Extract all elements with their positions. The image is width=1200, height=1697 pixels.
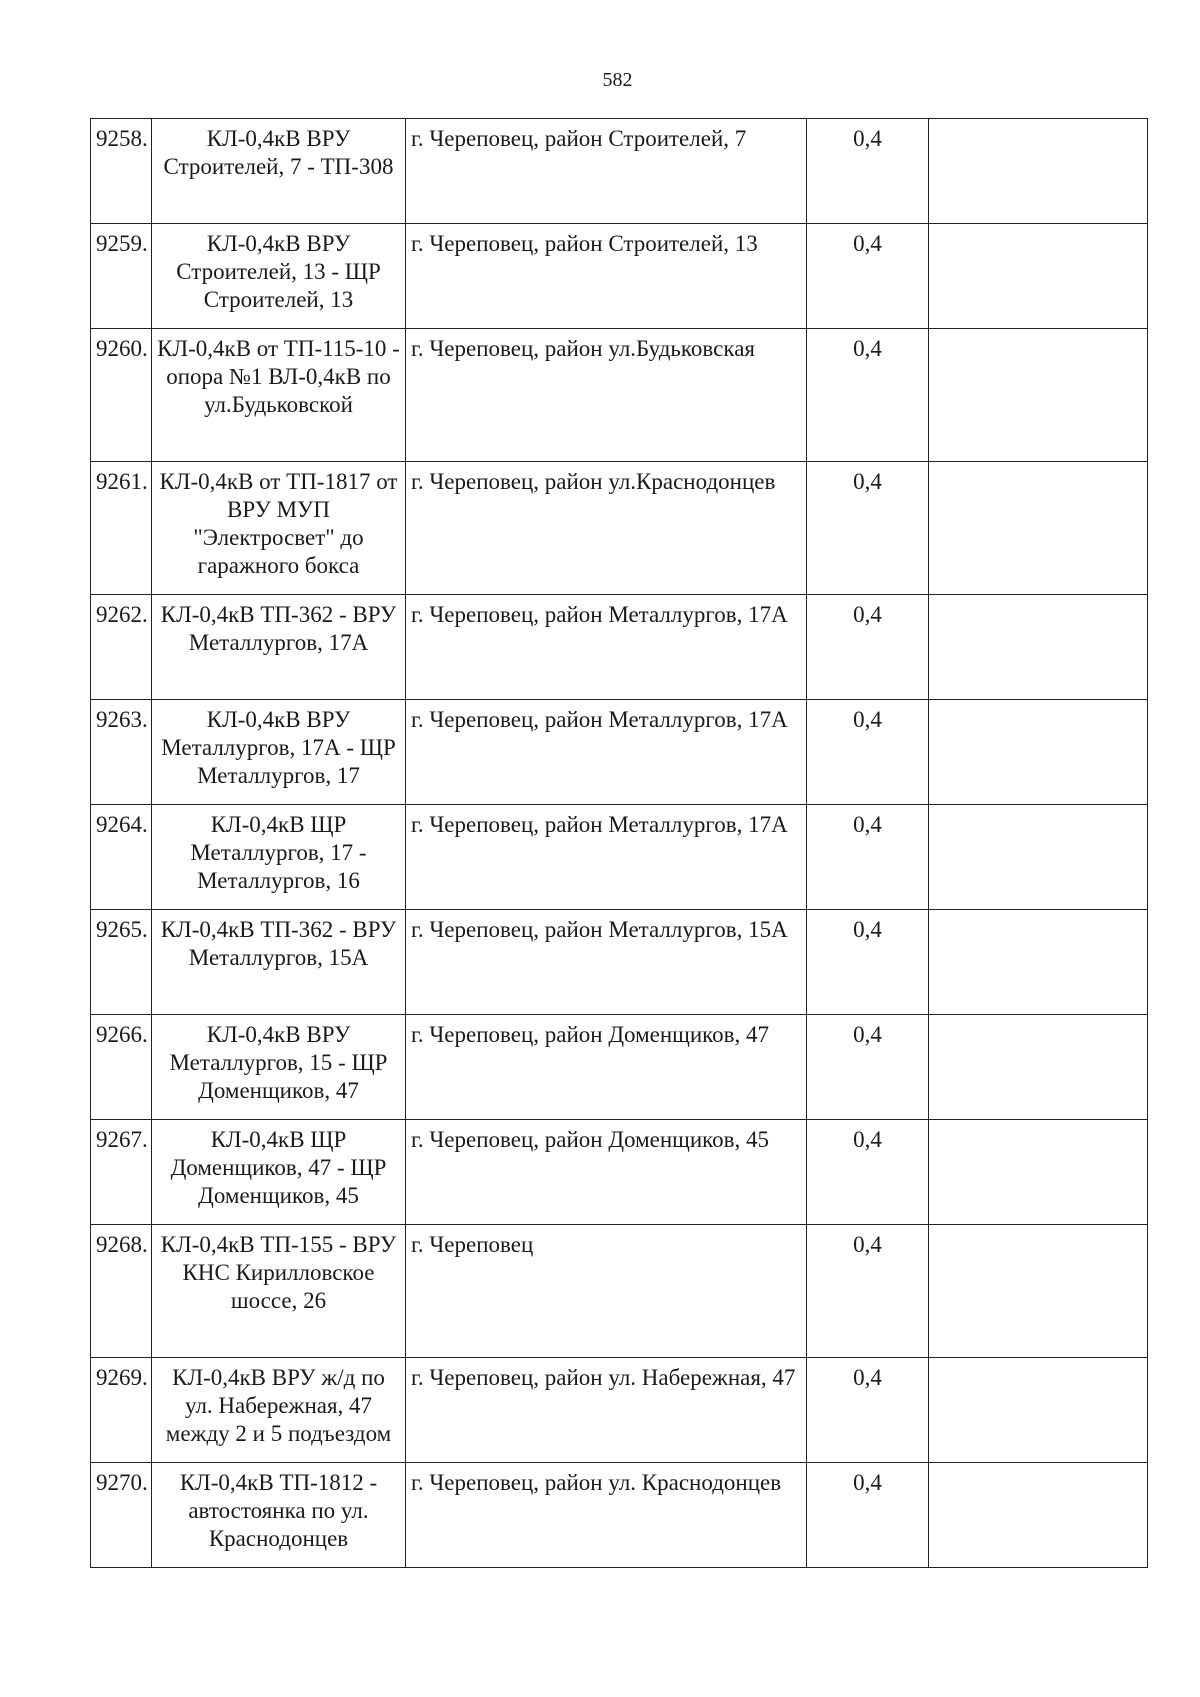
row-number: 9258.	[91, 119, 152, 224]
table-row	[91, 700, 1148, 805]
empty-cell	[929, 329, 1148, 462]
empty-cell	[929, 700, 1148, 805]
cable-registry-table	[90, 118, 1148, 1568]
page-number: 582	[602, 69, 633, 91]
empty-cell	[929, 595, 1148, 700]
empty-cell	[929, 1225, 1148, 1358]
location: г. Череповец, район Строителей, 13	[406, 224, 807, 329]
empty-cell	[929, 1358, 1148, 1463]
row-number: 9260.	[91, 329, 152, 462]
location: г. Череповец, район Строителей, 7	[406, 119, 807, 224]
row-number: 9265.	[91, 910, 152, 1015]
voltage: 0,4	[807, 1015, 929, 1120]
location: г. Череповец, район Металлургов, 15А	[406, 910, 807, 1015]
table-row	[91, 462, 1148, 595]
voltage: 0,4	[807, 329, 929, 462]
empty-cell	[929, 1120, 1148, 1225]
location: г. Череповец, район Металлургов, 17А	[406, 805, 807, 910]
cable-line-name: КЛ-0,4кВ ЩР Металлургов, 17 - Металлургов, 16	[152, 805, 406, 910]
row-number: 9261.	[91, 462, 152, 595]
row-number: 9267.	[91, 1120, 152, 1225]
row-number: 9264.	[91, 805, 152, 910]
table-row	[91, 119, 1148, 224]
table-row	[91, 805, 1148, 910]
voltage: 0,4	[807, 119, 929, 224]
location: г. Череповец, район ул. Краснодонцев	[406, 1463, 807, 1568]
voltage: 0,4	[807, 1120, 929, 1225]
row-number: 9269.	[91, 1358, 152, 1463]
voltage: 0,4	[807, 595, 929, 700]
row-number: 9262.	[91, 595, 152, 700]
table-row	[91, 1463, 1148, 1568]
location: г. Череповец	[406, 1225, 807, 1358]
cable-line-name: КЛ-0,4кВ ТП-362 - ВРУ Металлургов, 15А	[152, 910, 406, 1015]
voltage: 0,4	[807, 1358, 929, 1463]
empty-cell	[929, 224, 1148, 329]
table-row	[91, 1120, 1148, 1225]
table-body	[91, 119, 1148, 1568]
voltage: 0,4	[807, 1463, 929, 1568]
empty-cell	[929, 462, 1148, 595]
voltage: 0,4	[807, 224, 929, 329]
cable-line-name: КЛ-0,4кВ ВРУ Строителей, 13 - ЩР Строителей, 13	[152, 224, 406, 329]
cable-line-name: КЛ-0,4кВ ЩР Доменщиков, 47 - ЩР Доменщиков, 45	[152, 1120, 406, 1225]
empty-cell	[929, 805, 1148, 910]
row-number: 9266.	[91, 1015, 152, 1120]
voltage: 0,4	[807, 462, 929, 595]
table-row	[91, 1015, 1148, 1120]
empty-cell	[929, 119, 1148, 224]
voltage: 0,4	[807, 805, 929, 910]
location: г. Череповец, район Доменщиков, 45	[406, 1120, 807, 1225]
location: г. Череповец, район ул. Набережная, 47	[406, 1358, 807, 1463]
row-number: 9263.	[91, 700, 152, 805]
cable-line-name: КЛ-0,4кВ ТП-155 - ВРУ КНС Кирилловское шоссе, 26	[152, 1225, 406, 1358]
row-number: 9259.	[91, 224, 152, 329]
table-row	[91, 1358, 1148, 1463]
cable-line-name: КЛ-0,4кВ ТП-1812 - автостоянка по ул. Краснодонцев	[152, 1463, 406, 1568]
voltage: 0,4	[807, 700, 929, 805]
voltage: 0,4	[807, 1225, 929, 1358]
empty-cell	[929, 1463, 1148, 1568]
location: г. Череповец, район Металлургов, 17А	[406, 595, 807, 700]
empty-cell	[929, 1015, 1148, 1120]
location: г. Череповец, район Доменщиков, 47	[406, 1015, 807, 1120]
voltage: 0,4	[807, 910, 929, 1015]
cable-line-name: КЛ-0,4кВ ВРУ ж/д по ул. Набережная, 47 между 2 и 5 подъездом	[152, 1358, 406, 1463]
table-row	[91, 1225, 1148, 1358]
location: г. Череповец, район Металлургов, 17А	[406, 700, 807, 805]
row-number: 9270.	[91, 1463, 152, 1568]
cable-line-name: КЛ-0,4кВ ВРУ Металлургов, 17А - ЩР Металлургов, 17	[152, 700, 406, 805]
empty-cell	[929, 910, 1148, 1015]
location: г. Череповец, район ул.Будьковская	[406, 329, 807, 462]
cable-line-name: КЛ-0,4кВ ВРУ Строителей, 7 - ТП-308	[152, 119, 406, 224]
cable-line-name: КЛ-0,4кВ ВРУ Металлургов, 15 - ЩР Доменщиков, 47	[152, 1015, 406, 1120]
table-row	[91, 910, 1148, 1015]
table-row	[91, 595, 1148, 700]
cable-line-name: КЛ-0,4кВ от ТП-1817 от ВРУ МУП "Электросвет" до гаражного бокса	[152, 462, 406, 595]
table-row	[91, 224, 1148, 329]
cable-line-name: КЛ-0,4кВ от ТП-115-10 - опора №1 ВЛ-0,4кВ по ул.Будьковской	[152, 329, 406, 462]
cable-line-name: КЛ-0,4кВ ТП-362 - ВРУ Металлургов, 17А	[152, 595, 406, 700]
table-row	[91, 329, 1148, 462]
row-number: 9268.	[91, 1225, 152, 1358]
location: г. Череповец, район ул.Краснодонцев	[406, 462, 807, 595]
